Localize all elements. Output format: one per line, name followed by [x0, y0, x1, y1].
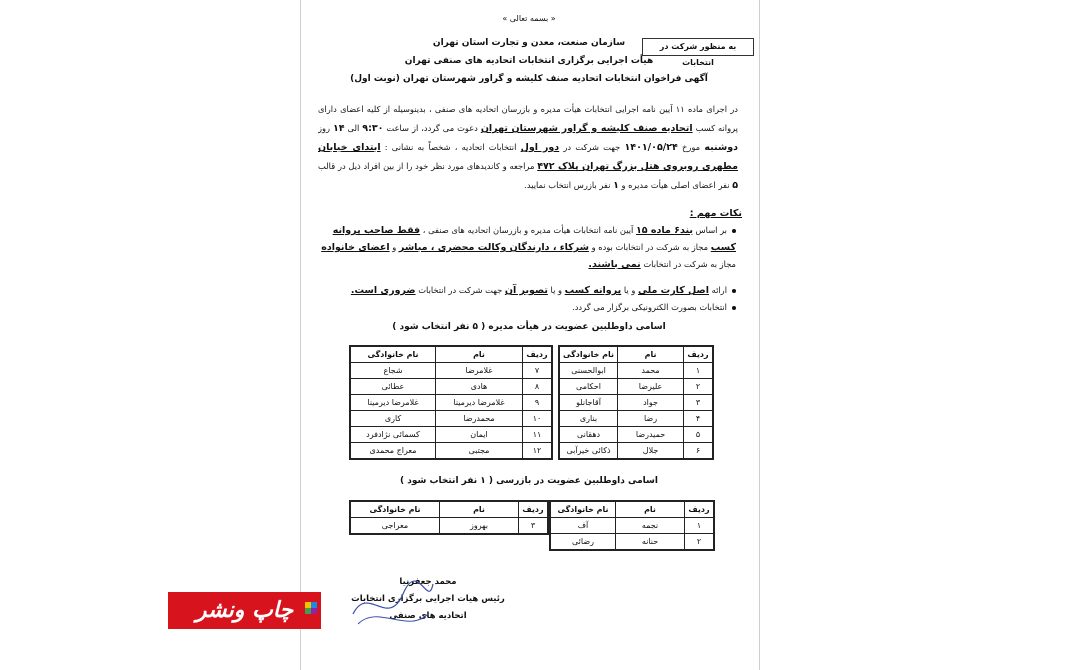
col-last: نام خانوادگی [350, 501, 440, 518]
inspector-heading: اسامی داوطلبین عضویت در بازرسی ( ۱ نفر انتخاب شود ) [399, 476, 658, 486]
cell-row: ۱۲ [523, 443, 553, 460]
cell-last: آقاجانلو [559, 395, 618, 411]
board-table-right [558, 345, 714, 460]
col-row: ردیف [523, 346, 553, 363]
signer-org: اتحادیه های صنفی [389, 611, 467, 621]
col-row: ردیف [519, 501, 549, 518]
cell-row: ۶ [684, 443, 713, 460]
table-row [559, 379, 713, 395]
table-row [550, 518, 714, 534]
cell-first: جلال [618, 443, 684, 460]
cell-row: ۹ [523, 395, 553, 411]
table-row [350, 379, 552, 395]
table-row [559, 443, 713, 460]
cell-row: ۷ [523, 363, 553, 379]
col-first: نام [616, 501, 685, 518]
board-table-left [349, 345, 553, 460]
logo-mark-icon [305, 602, 317, 614]
cell-row: ۴ [684, 411, 713, 427]
cell-row: ۸ [523, 379, 553, 395]
cell-first: هادی [436, 379, 523, 395]
cell-last: معراج محمدی [350, 443, 436, 460]
cell-row: ۲ [685, 534, 715, 551]
notes-title: نکات مهم : [689, 208, 742, 219]
table-row [550, 534, 714, 551]
cell-last: کاری [350, 411, 436, 427]
cell-first: نجمه [616, 518, 685, 534]
cell-last: دهقانی [559, 427, 618, 443]
org-name: سازمان صنعت، معدن و تجارت استان تهران [432, 38, 626, 48]
cell-first: حنانه [616, 534, 685, 551]
table-row [350, 427, 552, 443]
cell-first: غلامرضا [436, 363, 523, 379]
table-row [350, 395, 552, 411]
notice-title: آگهی فراخوان انتخابات اتحادیه صنف کلیشه و گراور شهرستان تهران (نوبت اول) [350, 74, 708, 84]
col-first: نام [618, 346, 684, 363]
cell-last: عطائی [350, 379, 436, 395]
inspector-table-right [549, 500, 715, 551]
cell-row: ۳ [684, 395, 713, 411]
cell-first: غلامرضا دیرمینا [436, 395, 523, 411]
cell-row: ۳ [519, 518, 549, 535]
cell-first: مجتبی [436, 443, 523, 460]
table-row [559, 395, 713, 411]
signer-name: محمد جعفرنیا [399, 577, 457, 587]
cell-last: معراجی [350, 518, 440, 535]
cell-row: ۱۰ [523, 411, 553, 427]
cell-first: حمیدرضا [618, 427, 684, 443]
cell-row: ۱۱ [523, 427, 553, 443]
note-2: ارائه اصل کارت ملی و یا پروانه کسب و یا تصویر آن جهت شرکت در انتخابات ضروری است. [318, 282, 736, 299]
cell-first: بهروز [440, 518, 519, 535]
table-row [559, 427, 713, 443]
cell-last: رضائی [550, 534, 616, 551]
cell-last: کسمائی نژادفرد [350, 427, 436, 443]
table-row [559, 411, 713, 427]
col-row: ردیف [684, 346, 713, 363]
note-1: بر اساس بند۶ ماده ۱۵ آیین نامه انتخابات هیأت مدیره و بازرسان اتحادیه های صنفی ، فقط صاحب پروانه کسب مجاز به شرکت در انتخابات بوده و شرکاء ، دارندگان وکالت محضری ، مباشر و اعضای خانواده مجاز به شرکت در انتخابات نمی باشند. [321, 225, 736, 270]
inspector-table-left [349, 500, 549, 535]
cell-first: علیرضا [618, 379, 684, 395]
col-first: نام [440, 501, 519, 518]
bismillah: « بسمه تعالی » [502, 14, 556, 23]
table-row [350, 363, 552, 379]
note-3: انتخابات بصورت الکترونیکی برگزار می گردد. [318, 299, 736, 316]
table-row [350, 443, 552, 460]
cell-last: آف [550, 518, 616, 534]
board-name: هیأت اجرایی برگزاری انتخابات اتحادیه های صنفی تهران [404, 56, 654, 66]
signer-role: رئیس هیات اجرایی برگزاری انتخابات [351, 594, 505, 604]
cell-row: ۵ [684, 427, 713, 443]
cell-first: ایمان [436, 427, 523, 443]
cell-first: محمد [618, 363, 684, 379]
signature-scribble [348, 574, 438, 634]
cell-first: محمدرضا [436, 411, 523, 427]
cell-last: احکامی [559, 379, 618, 395]
cell-row: ۱ [684, 363, 713, 379]
cell-last: شجاع [350, 363, 436, 379]
site-logo: چاپ ونشر آنلاین [168, 592, 321, 629]
cell-row: ۲ [684, 379, 713, 395]
table-row [350, 518, 548, 535]
cell-first: رضا [618, 411, 684, 427]
cell-last: بناری [559, 411, 618, 427]
board-heading: اسامی داوطلبین عضویت در هیأت مدیره ( ۵ نفر انتخاب شود ) [392, 322, 666, 332]
notice-paragraph: در اجرای ماده ۱۱ آیین نامه اجرایی انتخابات هیأت مدیره و بازرسان اتحادیه های صنفی ، بدینوسیله از کلیه اعضای دارای پروانه کسب اتحادیه صنف کلیشه و گراور شهرستان تهران دعوت می گردد، از ساعت ۹:۳۰ الی ۱۴ روز دوشنبه مورخ ۱۴۰۱/۰۵/۲۴ جهت شرکت در دور اول انتخابات اتحادیه ، شخصاً به نشانی : ابتدای خیابان مطهری روبروی هتل بزرگ تهران پلاک ۴۷۲ مراجعه و کاندیدهای مورد نظر خود را از بین افراد ذیل در قالب ۵ نفر اعضای اصلی هیأت مدیره و ۱ نفر بازرس انتخاب نمایید. [318, 104, 738, 191]
cell-first: جواد [618, 395, 684, 411]
election-stamp: به منظور شرکت در انتخابات [642, 38, 754, 56]
table-row [559, 363, 713, 379]
col-first: نام [436, 346, 523, 363]
col-last: نام خانوادگی [350, 346, 436, 363]
cell-last: ابوالحسنی [559, 363, 618, 379]
col-row: ردیف [685, 501, 715, 518]
cell-last: غلامرضا دیرمینا [350, 395, 436, 411]
cell-last: ذکائی خیرآبی [559, 443, 618, 460]
cell-row: ۱ [685, 518, 715, 534]
col-last: نام خانوادگی [550, 501, 616, 518]
col-last: نام خانوادگی [559, 346, 618, 363]
table-row [350, 411, 552, 427]
